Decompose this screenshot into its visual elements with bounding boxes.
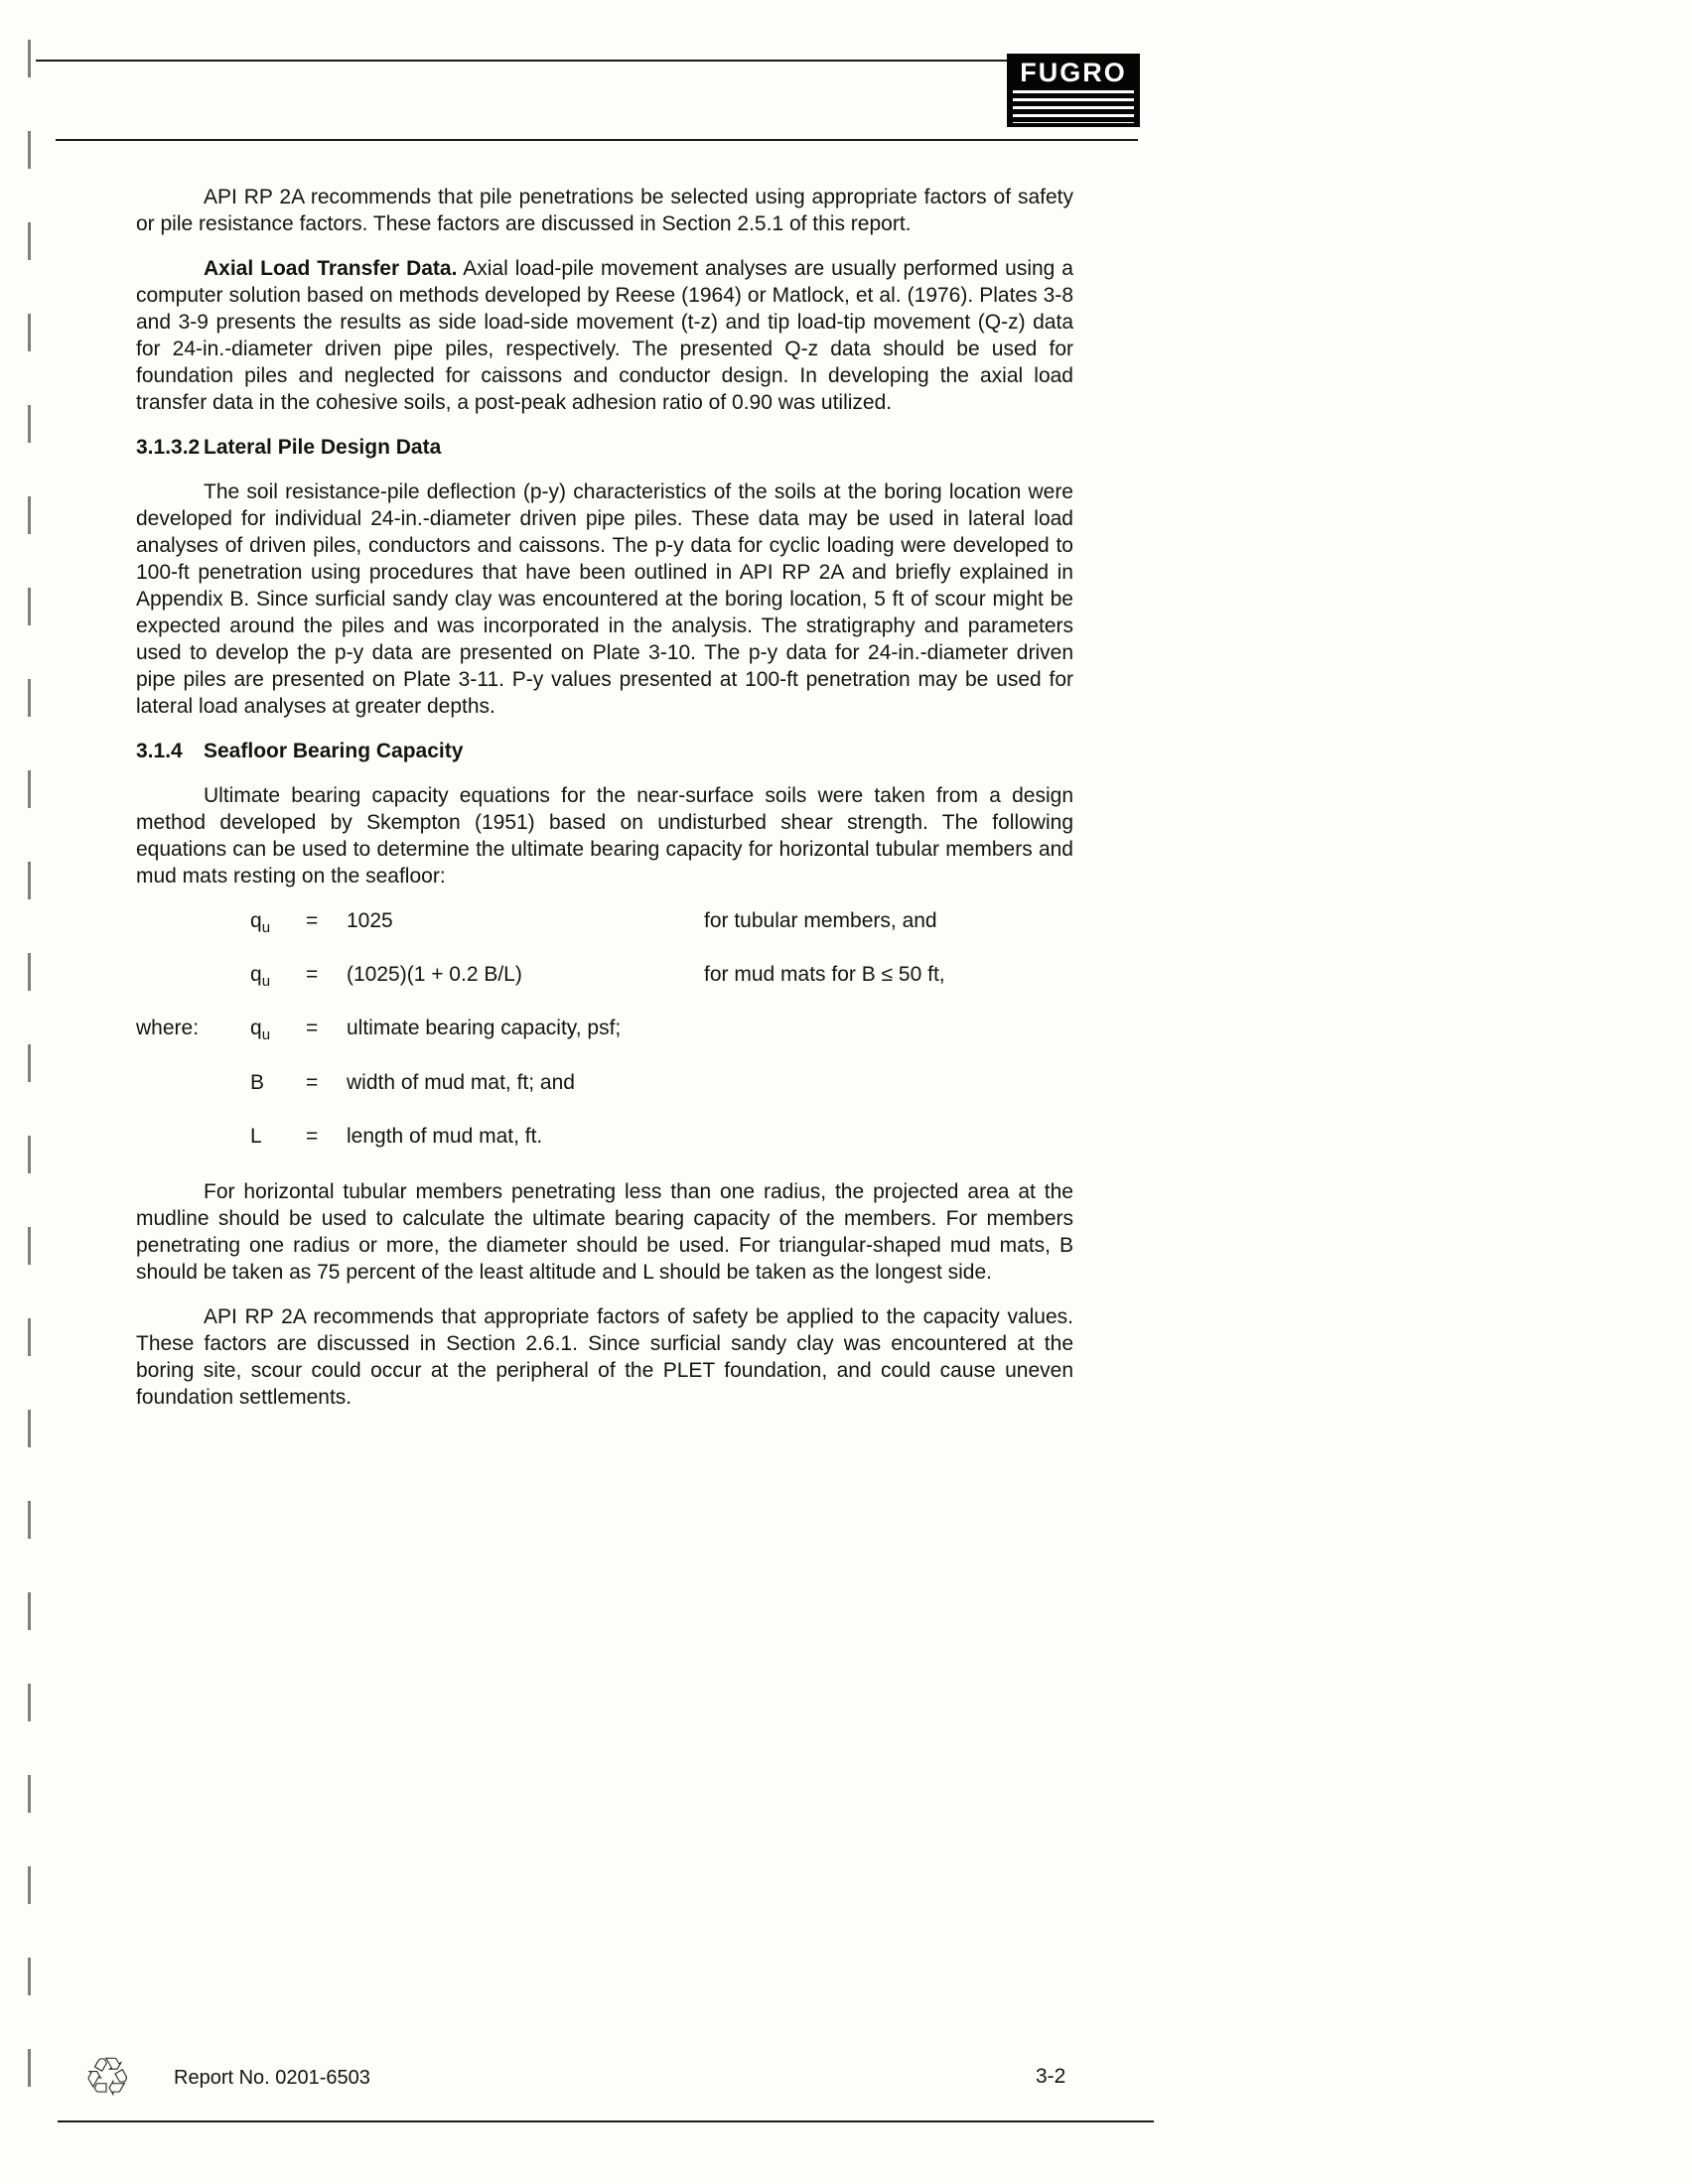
fugro-logo-stripes (1013, 90, 1134, 123)
recycle-icon: ♲ (83, 2048, 132, 2108)
top-rule-2 (56, 139, 1138, 141)
footer-report-number: Report No. 0201-6503 (174, 2067, 370, 2089)
equals-sign: = (306, 1070, 319, 1094)
equation-spacer (136, 907, 250, 941)
equation-row-mud-mats (136, 961, 1073, 995)
definition-row-b (136, 1069, 1073, 1103)
definitions-block (136, 1015, 1073, 1157)
paragraph-api-rp2a-capacity: API RP 2A recommends that appropriate factors of safety be applied to the capacity values. These factors are discussed in Section 2.6.1. Since surficial sandy clay was encountered at the boring site, scour could occur at the peripheral of the PLET foundation, and could cause uneven foundation settlements. (136, 1304, 1073, 1409)
section-heading-seafloor-bearing-capacity (136, 738, 1073, 764)
equations-block (136, 907, 1073, 995)
paragraph-api-rp2a-safety: API RP 2A recommends that pile penetrations be selected using appropriate factors of safety or pile resistance factors. These factors are discussed in Section 2.5.1 of this report. (136, 186, 1073, 235)
equation-expression: 1025 (347, 909, 393, 932)
paragraph-axial-load-transfer (136, 255, 1073, 416)
section-title: Lateral Pile Design Data (204, 436, 442, 459)
section-heading-lateral-pile-design (136, 434, 1073, 461)
section-title: Seafloor Bearing Capacity (204, 740, 464, 762)
page-body (136, 184, 1073, 1429)
bottom-rule (58, 2120, 1154, 2122)
definition-symbol (250, 1123, 306, 1157)
symbol-subscript: u (261, 919, 271, 937)
section-number: 3.1.4 (136, 740, 183, 762)
equation-spacer (136, 961, 250, 995)
equation-symbol (250, 961, 306, 995)
footer-page-number: 3-2 (1036, 2065, 1066, 2088)
equals-sign: = (306, 909, 319, 932)
equation-note: for mud mats for B ≤ 50 ft, (704, 963, 945, 987)
equals-sign: = (306, 963, 319, 987)
equation-note: for tubular members, and (704, 909, 937, 932)
paragraph-lead-bold: Axial Load Transfer Data. (204, 257, 458, 280)
symbol-base: B (250, 1070, 265, 1094)
definition-row-l (136, 1123, 1073, 1157)
symbol-base: q (250, 1017, 262, 1040)
section-number: 3.1.3.2 (136, 436, 201, 459)
paragraph-body-text: Axial load-pile movement analyses are usually performed using a computer solution based on methods developed by Reese (1964) or Matlock, et al. (1976). Plates 3-8 and 3-9 presents the results as side load-side movement (t-z) and tip load-tip movement (Q-z) data for 24-in.-diameter driven pipe piles, respectively. The presented Q-z data should be used for foundation piles and neglected for caissons and conductor design. In developing the axial load transfer data in the cohesive soils, a post-peak adhesion ratio of 0.90 was utilized. (136, 257, 1073, 414)
paragraph-py-characteristics: The soil resistance-pile deflection (p-y) characteristics of the soils at the boring location were developed for individual 24-in.-diameter driven pipe piles. These data may be used in lateral load analyses of driven piles, conductors and caissons. The p-y data for cyclic loading were developed to 100-ft penetration using procedures that have been outlined in API RP 2A and briefly explained in Appendix B. Since surficial sandy clay was encountered at the boring location, 5 ft of scour might be expected around the piles and was incorporated in the analysis. The stratigraphy and parameters used to develop the p-y data are presented on Plate 3-10. The p-y data for 24-in.-diameter driven pipe piles are presented on Plate 3-11. P-y values presented at 100-ft penetration may be used for lateral load analyses at greater depths. (136, 480, 1073, 718)
symbol-base: q (250, 963, 262, 987)
equation-expression: (1025)(1 + 0.2 B/L) (347, 963, 522, 987)
equation-symbol (250, 907, 306, 941)
symbol-base: L (250, 1124, 262, 1148)
definition-text: width of mud mat, ft; and (347, 1070, 575, 1094)
definition-symbol (250, 1069, 306, 1103)
equals-sign: = (306, 1124, 319, 1148)
paragraph-horizontal-tubular-members: For horizontal tubular members penetrating less than one radius, the projected area at the mudline should be used to calculate the ultimate bearing capacity of the members. For members penetrating one radius or more, the diameter should be used. For triangular-shaped mud mats, B should be taken as 75 percent of the least altitude and L should be taken as the longest side. (136, 1179, 1073, 1284)
equation-spacer (136, 1123, 250, 1157)
fugro-logo-text: FUGRO (1020, 58, 1127, 87)
top-rule-1 (36, 60, 1140, 62)
scan-artifact-left-margin (28, 40, 31, 2129)
definition-text: ultimate bearing capacity, psf; (347, 1017, 622, 1040)
definition-symbol (250, 1015, 306, 1048)
paragraph-ultimate-bearing-capacity: Ultimate bearing capacity equations for the near-surface soils were taken from a design method developed by Skempton (1951) based on undisturbed shear strength. The following equations can be used to determine the ultimate bearing capacity for horizontal tubular members and mud mats resting on the seafloor: (136, 784, 1073, 887)
symbol-subscript: u (261, 1026, 271, 1044)
equation-row-tubular (136, 907, 1073, 941)
symbol-base: q (250, 909, 262, 932)
where-label: where: (136, 1017, 200, 1040)
definition-row-qu (136, 1015, 1073, 1048)
definition-text: length of mud mat, ft. (347, 1124, 543, 1148)
equation-spacer (136, 1069, 250, 1103)
symbol-subscript: u (261, 973, 271, 991)
fugro-logo (1007, 54, 1140, 127)
equals-sign: = (306, 1017, 319, 1040)
